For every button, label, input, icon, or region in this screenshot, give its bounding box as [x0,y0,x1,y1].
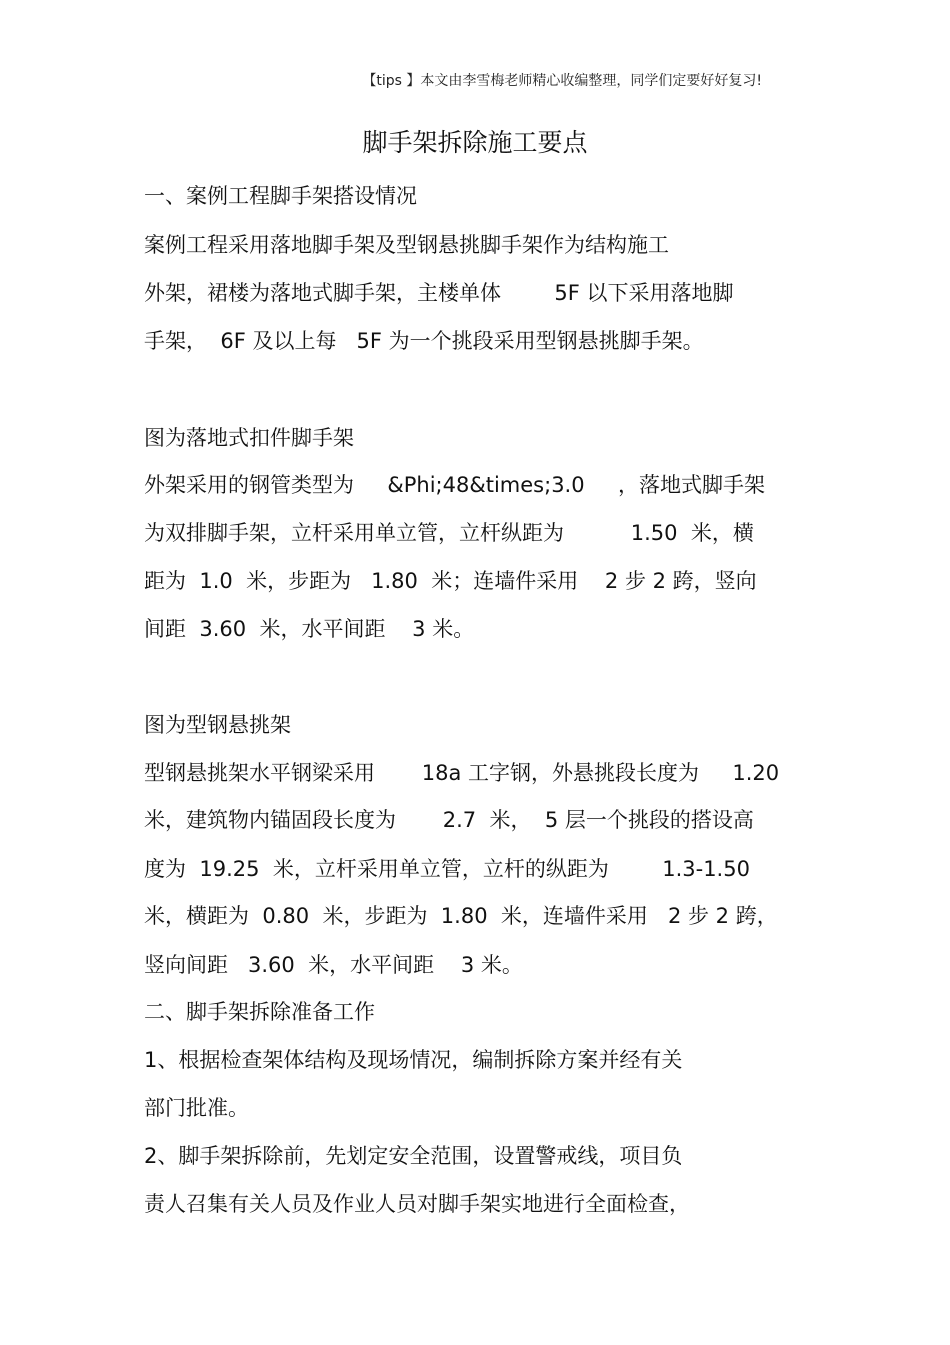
paragraph-line: 型钢悬挑架水平钢梁采用 18a 工字钢，外悬挑段长度为 1.20 [144,761,780,785]
header-tip: 【tips 】本文由李雪梅老师精心收编整理，同学们定要好好复习! [362,73,762,89]
paragraph-line: 度为 19.25 米，立杆采用单立管，立杆的纵距为 1.3-1.50 [144,857,750,881]
paragraph-line: 案例工程采用落地脚手架及型钢悬挑脚手架作为结构施工 [144,233,669,257]
paragraph-line: 2、脚手架拆除前，先划定安全范围，设置警戒线，项目负 [144,1144,683,1168]
paragraph-line: 外架采用的钢管类型为 &Phi;48&times;3.0 ，落地式脚手架 [144,473,765,497]
document-title: 脚手架拆除施工要点 [362,128,588,157]
section-heading-1: 一、案例工程脚手架搭设情况 [144,184,417,208]
paragraph-line: 为双排脚手架，立杆采用单立管，立杆纵距为 1.50 米，横 [144,521,754,545]
paragraph-line: 距为 1.0 米，步距为 1.80 米；连墙件采用 2 步 2 跨，竖向 [144,569,757,593]
paragraph-line: 责人召集有关人员及作业人员对脚手架实地进行全面检查， [144,1192,690,1216]
paragraph-line: 间距 3.60 米，水平间距 3 米。 [144,617,475,641]
paragraph-line: 米，建筑物内锚固段长度为 2.7 米， 5 层一个挑段的搭设高 [144,808,754,832]
figure-caption-1: 图为落地式扣件脚手架 [144,426,354,450]
paragraph-line: 1、根据检查架体结构及现场情况，编制拆除方案并经有关 [144,1048,683,1072]
section-heading-2: 二、脚手架拆除准备工作 [144,1000,375,1024]
paragraph-line: 米，横距为 0.80 米，步距为 1.80 米，连墙件采用 2 步 2 跨， [144,904,778,928]
paragraph-line: 竖向间距 3.60 米，水平间距 3 米。 [144,953,523,977]
paragraph-line: 手架， 6F 及以上每 5F 为一个挑段采用型钢悬挑脚手架。 [144,329,704,353]
figure-caption-2: 图为型钢悬挑架 [144,713,291,737]
paragraph-line: 外架，裙楼为落地式脚手架，主楼单体 5F 以下采用落地脚 [144,281,734,305]
paragraph-line: 部门批准。 [144,1096,249,1120]
